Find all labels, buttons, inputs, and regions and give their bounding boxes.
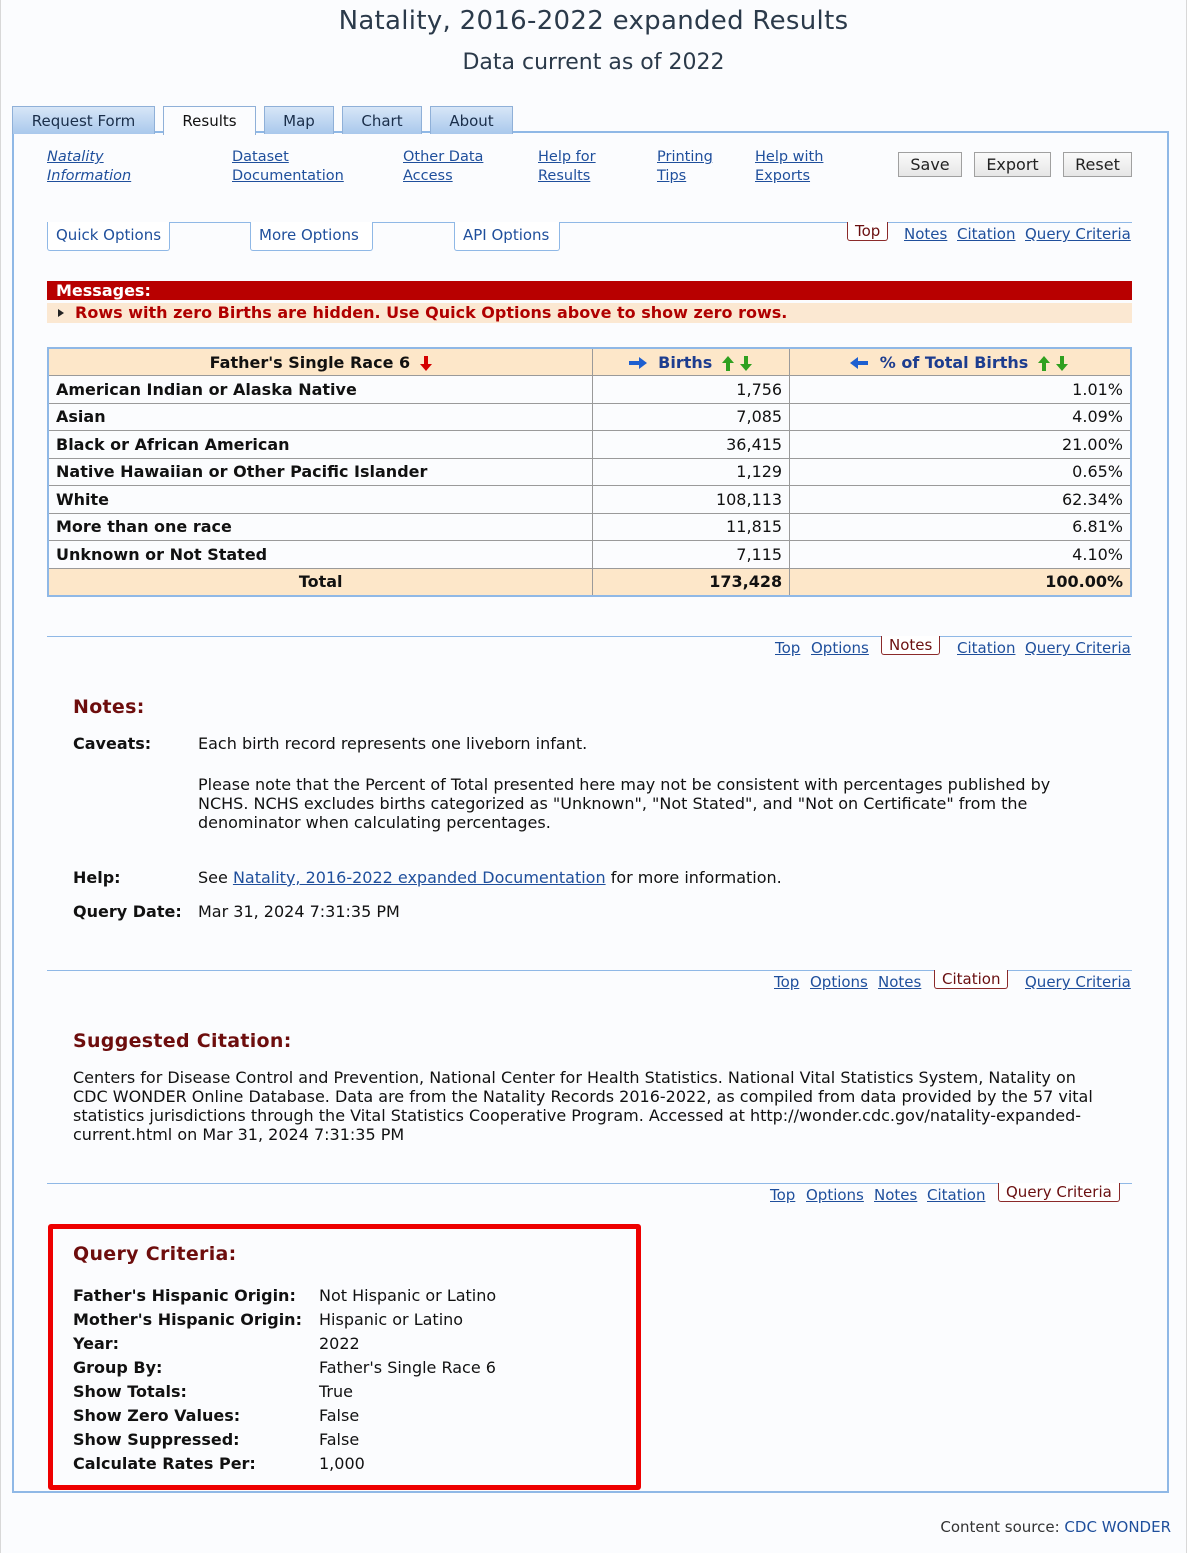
link-line: Printing: [657, 149, 713, 165]
criteria-value: True: [319, 1382, 353, 1401]
race-cell: More than one race: [48, 513, 593, 541]
percent-cell: 6.81%: [790, 513, 1131, 541]
column-header-births[interactable]: [593, 348, 790, 376]
births-cell: 36,415: [593, 431, 790, 459]
dataset-documentation-link[interactable]: [232, 148, 344, 186]
race-cell: Native Hawaiian or Other Pacific Islander: [48, 458, 593, 486]
notes-divider: [47, 636, 1132, 637]
help-suffix: for more information.: [605, 868, 782, 887]
criteria-label: Show Zero Values:: [73, 1406, 241, 1425]
link-line: Tips: [657, 168, 687, 184]
reset-button[interactable]: Reset: [1063, 152, 1132, 177]
tab-about[interactable]: About: [430, 106, 513, 134]
printing-tips-link[interactable]: [657, 148, 713, 186]
arrow-right-icon: [629, 357, 647, 369]
criteria-label: Calculate Rates Per:: [73, 1454, 256, 1473]
race-cell: American Indian or Alaska Native: [48, 376, 593, 404]
percent-cell: 1.01%: [790, 376, 1131, 404]
section-link-notes[interactable]: Notes: [878, 973, 922, 991]
column-header-label: Father's Single Race 6: [209, 352, 411, 372]
other-data-access-link[interactable]: [403, 148, 483, 186]
section-link-query-criteria[interactable]: Query Criteria: [1025, 225, 1131, 243]
messages-heading: Messages:: [47, 281, 1132, 300]
criteria-value: Not Hispanic or Latino: [319, 1286, 497, 1305]
query-date-label: Query Date:: [73, 902, 182, 921]
criteria-label: Mother's Hispanic Origin:: [73, 1310, 302, 1329]
section-link-notes[interactable]: Notes: [881, 636, 940, 655]
cdc-wonder-link[interactable]: CDC WONDER: [1064, 1518, 1171, 1536]
table-row: [48, 513, 1131, 541]
caveats-label: Caveats:: [73, 734, 152, 753]
column-header-label: Births: [658, 352, 713, 372]
section-link-citation[interactable]: Citation: [957, 225, 1016, 243]
help-with-exports-link[interactable]: [755, 148, 823, 186]
births-cell: 7,115: [593, 541, 790, 569]
criteria-value: Father's Single Race 6: [319, 1358, 496, 1377]
notes-heading: Notes:: [73, 696, 145, 718]
section-link-options[interactable]: Options: [811, 639, 869, 657]
link-line: Results: [538, 168, 591, 184]
link-line: Other Data: [403, 149, 484, 165]
help-for-results-link[interactable]: [538, 148, 596, 186]
race-cell: Black or African American: [48, 431, 593, 459]
criteria-label: Show Totals:: [73, 1382, 187, 1401]
column-header-percent[interactable]: [790, 348, 1131, 376]
criteria-label: Year:: [73, 1334, 120, 1353]
section-link-top[interactable]: Top: [774, 973, 800, 991]
total-births: 173,428: [593, 568, 790, 596]
page-subtitle: Data current as of 2022: [462, 50, 725, 75]
help-prefix: See: [198, 868, 233, 887]
help-label: Help:: [73, 868, 121, 887]
link-line: Help for: [538, 149, 596, 165]
total-row: [48, 568, 1131, 596]
race-cell: Asian: [48, 403, 593, 431]
percent-cell: 0.65%: [790, 458, 1131, 486]
expand-arrow-icon[interactable]: [58, 309, 64, 317]
sort-up-down-icon[interactable]: [1038, 356, 1070, 371]
quick-options-tab[interactable]: Quick Options: [47, 222, 170, 251]
table-row: [48, 431, 1131, 459]
births-cell: 7,085: [593, 403, 790, 431]
help-text: [198, 868, 1098, 887]
births-cell: 1,129: [593, 458, 790, 486]
link-line: Information: [47, 168, 132, 184]
tab-request-form[interactable]: Request Form: [12, 106, 155, 134]
tab-chart[interactable]: Chart: [342, 106, 422, 134]
section-link-query-criteria[interactable]: Query Criteria: [998, 1183, 1120, 1202]
section-link-citation[interactable]: Citation: [934, 970, 1008, 989]
save-button[interactable]: Save: [898, 152, 962, 177]
section-link-citation[interactable]: Citation: [927, 1186, 986, 1204]
content-source-label: Content source:: [940, 1518, 1065, 1536]
criteria-value: False: [319, 1406, 360, 1425]
more-options-tab[interactable]: More Options: [250, 222, 373, 251]
section-link-query-criteria[interactable]: Query Criteria: [1025, 639, 1131, 657]
percent-cell: 4.10%: [790, 541, 1131, 569]
natality-information-link[interactable]: [47, 148, 131, 186]
results-table: [47, 347, 1132, 597]
content-source: [940, 1518, 1171, 1536]
sort-descending-icon[interactable]: [420, 356, 432, 371]
total-percent: 100.00%: [790, 568, 1131, 596]
message-row[interactable]: [47, 303, 1132, 323]
criteria-label: Show Suppressed:: [73, 1430, 240, 1449]
api-options-tab[interactable]: API Options: [454, 222, 560, 251]
documentation-link[interactable]: Natality, 2016-2022 expanded Documentation: [232, 868, 606, 887]
table-row: [48, 458, 1131, 486]
percent-cell: 62.34%: [790, 486, 1131, 514]
options-divider: [47, 222, 1132, 223]
query-criteria-heading: Query Criteria:: [73, 1243, 237, 1265]
table-row: [48, 541, 1131, 569]
criteria-label: Group By:: [73, 1358, 163, 1377]
section-link-top[interactable]: Top: [847, 222, 888, 241]
citation-text: Centers for Disease Control and Prevention, National Center for Health Statistics. National Vital Statistics System, Natality on CDC WONDER Online Database. Data are from the Natality Records 2016-2022, as compiled from data provided by the 57 vital statistics jurisdictions through the Vital Statistics Cooperative Program. Accessed at http://wonder.cdc.gov/natality-expanded-current.html on Mar 31, 2024 7:31:35 PM: [73, 1068, 1093, 1144]
tab-map[interactable]: Map: [264, 106, 334, 134]
query-criteria-divider: [47, 1183, 1132, 1184]
criteria-value: Hispanic or Latino: [319, 1310, 464, 1329]
criteria-label: Father's Hispanic Origin:: [73, 1286, 296, 1305]
link-line: Access: [403, 168, 453, 184]
section-link-notes[interactable]: Notes: [874, 1186, 918, 1204]
section-link-notes[interactable]: Notes: [904, 225, 948, 243]
citation-heading: Suggested Citation:: [73, 1030, 292, 1052]
link-line: Natality: [47, 149, 104, 165]
section-link-options[interactable]: Options: [810, 973, 868, 991]
arrow-left-icon: [850, 357, 868, 369]
race-cell: White: [48, 486, 593, 514]
table-header-row: [48, 348, 1131, 376]
births-cell: 108,113: [593, 486, 790, 514]
page-title: Natality, 2016-2022 expanded Results: [338, 6, 849, 36]
criteria-value: False: [319, 1430, 360, 1449]
percent-cell: 21.00%: [790, 431, 1131, 459]
link-line: Dataset: [232, 149, 289, 165]
table-row: [48, 376, 1131, 404]
total-label: Total: [48, 568, 593, 596]
tab-results[interactable]: Results: [163, 106, 256, 135]
section-link-query-criteria[interactable]: Query Criteria: [1025, 973, 1131, 991]
table-row: [48, 403, 1131, 431]
race-cell: Unknown or Not Stated: [48, 541, 593, 569]
query-date-value: Mar 31, 2024 7:31:35 PM: [198, 902, 400, 921]
link-line: Documentation: [232, 168, 344, 184]
percent-cell: 4.09%: [790, 403, 1131, 431]
births-cell: 1,756: [593, 376, 790, 404]
section-link-options[interactable]: Options: [806, 1186, 864, 1204]
criteria-value: 1,000: [319, 1454, 365, 1473]
export-button[interactable]: Export: [974, 152, 1051, 177]
sort-up-down-icon[interactable]: [722, 356, 754, 371]
section-link-citation[interactable]: Citation: [957, 639, 1016, 657]
caveat-text: Please note that the Percent of Total presented here may not be consistent with percentages published by NCHS. NCHS excludes births categorized as "Unknown", "Not Stated", and "Not on Certificate" from the denominator when calculating percentages.: [198, 775, 1051, 832]
births-cell: 11,815: [593, 513, 790, 541]
link-line: Help with: [755, 149, 824, 165]
link-line: Exports: [755, 168, 811, 184]
table-row: [48, 486, 1131, 514]
caveat-text: Each birth record represents one liveborn infant.: [198, 734, 588, 753]
criteria-value: 2022: [319, 1334, 360, 1353]
column-header-race[interactable]: [48, 348, 593, 376]
section-link-top[interactable]: Top: [770, 1186, 796, 1204]
section-link-top[interactable]: Top: [775, 639, 801, 657]
message-text: Rows with zero Births are hidden. Use Quick Options above to show zero rows.: [75, 303, 788, 322]
column-header-label: % of Total Births: [879, 352, 1029, 372]
